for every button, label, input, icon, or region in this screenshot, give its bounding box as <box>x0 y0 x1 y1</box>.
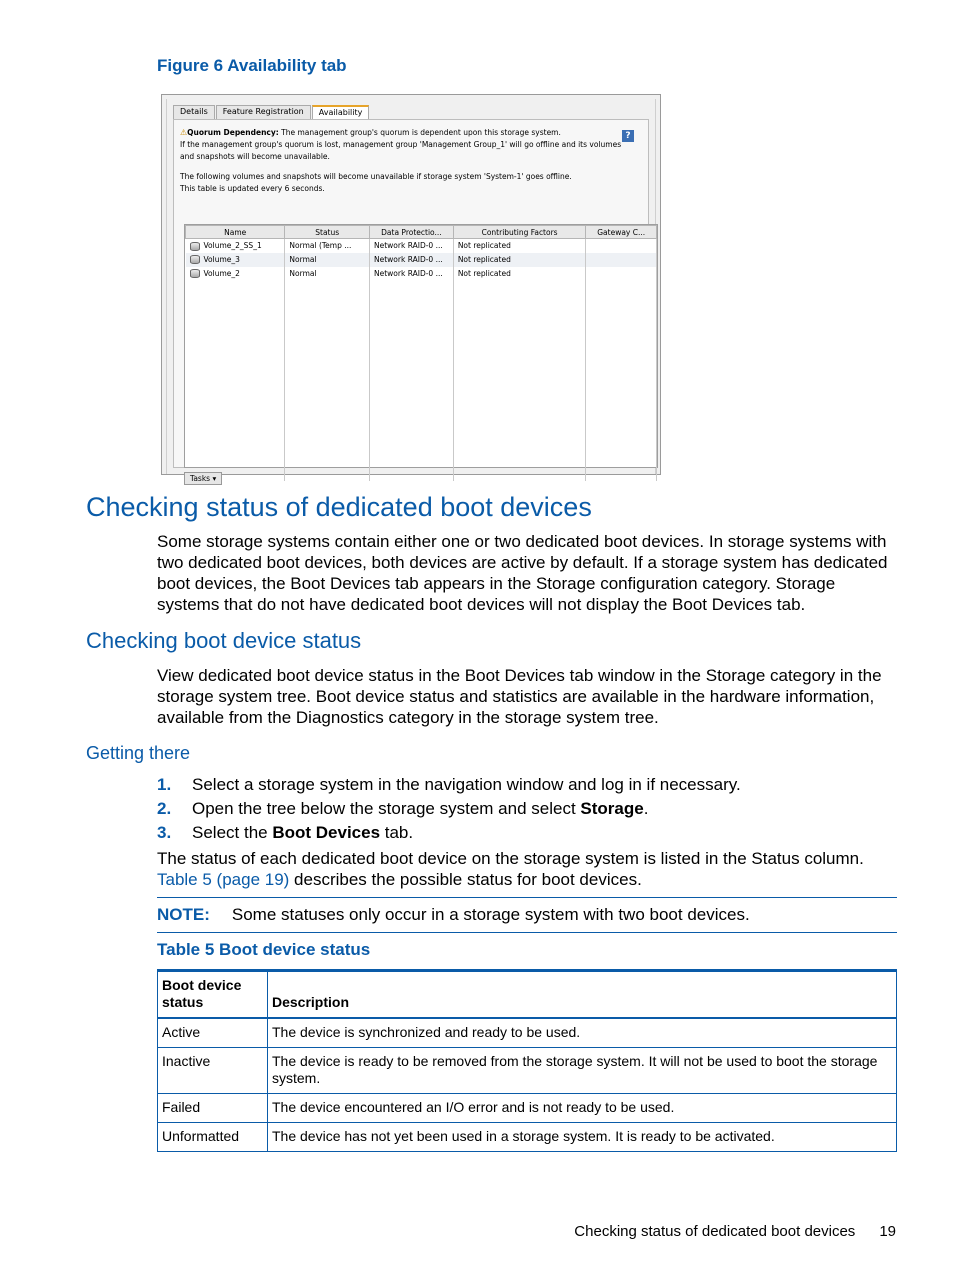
column-header-data-protection[interactable]: Data Protectio... <box>370 226 454 239</box>
volume-gateway <box>586 267 657 281</box>
update-interval-info: This table is updated every 6 seconds. <box>180 184 325 193</box>
status-cell: Active <box>158 1018 268 1048</box>
warning-label: Quorum Dependency: <box>187 128 279 137</box>
status-description <box>157 848 899 890</box>
note-box <box>157 897 897 933</box>
step-number: 1. <box>157 775 172 794</box>
description-cell: The device encountered an I/O error and is not ready to be used. <box>268 1094 897 1123</box>
status-cell: Unformatted <box>158 1123 268 1152</box>
status-cell: Inactive <box>158 1048 268 1094</box>
step-number: 3. <box>157 823 172 842</box>
column-header-name[interactable]: Name <box>186 226 285 239</box>
warning-icon: ⚠ <box>180 128 188 137</box>
volume-status: Normal (Temp ... <box>285 239 370 253</box>
table-row <box>158 1123 897 1152</box>
volume-gateway <box>586 239 657 253</box>
availability-tab-screenshot <box>161 94 661 483</box>
step-text: Open the tree below the storage system and select <box>192 799 581 818</box>
tab-bar <box>173 105 370 119</box>
volume-status: Normal <box>285 267 370 281</box>
table-row[interactable] <box>186 267 657 281</box>
volumes-table <box>184 224 658 468</box>
footer-section-title: Checking status of dedicated boot devices <box>574 1223 856 1240</box>
help-icon[interactable]: ? <box>622 130 634 142</box>
volume-icon <box>190 255 200 264</box>
warning-detail-line: and snapshots will become unavailable. <box>180 152 330 161</box>
snapshot-icon <box>190 242 200 251</box>
list-item <box>157 797 899 821</box>
volume-gateway <box>586 253 657 267</box>
subsection-title: Checking boot device status <box>86 628 362 653</box>
section-body: Some storage systems contain either one or two dedicated boot devices. In storage systems with two dedicated boot devices, both devices are active by default. If a storage system has dedicated boot devices, the Boot Devices tab appears in the Storage configuration category. Storage systems that do not have dedicated boot devices will not display the Boot Devices tab. <box>157 532 888 614</box>
volume-status: Normal <box>285 253 370 267</box>
status-cell: Failed <box>158 1094 268 1123</box>
description-cell: The device is ready to be removed from the storage system. It will not be used to boot the storage system. <box>268 1048 897 1094</box>
procedure-title: Getting there <box>86 743 191 763</box>
volume-name: Volume_3 <box>203 254 240 264</box>
list-item <box>157 821 899 845</box>
quorum-warning <box>180 127 561 139</box>
section-title: Checking status of dedicated boot devices <box>86 492 592 522</box>
status-text-rest: describes the possible status for boot devices. <box>289 870 642 889</box>
volume-protection: Network RAID-0 ... <box>370 239 454 253</box>
page-number: 19 <box>879 1223 896 1240</box>
column-header-gateway[interactable]: Gateway C... <box>586 226 657 239</box>
volume-factors: Not replicated <box>453 267 586 281</box>
table-row <box>158 1018 897 1048</box>
table-caption: Table 5 Boot device status <box>157 940 371 959</box>
step-text: . <box>643 799 649 818</box>
volume-name: Volume_2_SS_1 <box>203 241 262 250</box>
status-text: The status of each dedicated boot device on the storage system is listed in the Status column. <box>157 849 864 868</box>
warning-detail-line: If the management group's quorum is lost, management group 'Management Group_1' will go offline and its volumes <box>180 140 622 149</box>
list-item <box>157 773 899 797</box>
table-link[interactable]: Table 5 (page 19) <box>157 870 290 889</box>
step-text: Select the <box>192 823 273 842</box>
note-text: Some statuses only occur in a storage system with two boot devices. <box>231 905 750 924</box>
volume-protection: Network RAID-0 ... <box>370 267 454 281</box>
tab-availability[interactable]: Availability <box>312 105 370 119</box>
table-row <box>158 1094 897 1123</box>
column-header-contributing-factors[interactable]: Contributing Factors <box>453 226 586 239</box>
tasks-button[interactable]: Tasks ▾ <box>184 472 222 485</box>
column-header-description: Description <box>268 971 897 1019</box>
step-bold: Boot Devices <box>272 823 381 842</box>
volume-factors: Not replicated <box>453 253 586 267</box>
step-text: tab. <box>380 823 414 842</box>
warning-text: The management group's quorum is dependent upon this storage system. <box>278 128 561 137</box>
step-bold: Storage <box>580 799 644 818</box>
volume-icon <box>190 269 200 278</box>
unavailable-info: The following volumes and snapshots will become unavailable if storage system 'System-1' goes offline. <box>180 172 572 181</box>
figure-caption: Figure 6 Availability tab <box>157 56 347 75</box>
description-cell: The device is synchronized and ready to be used. <box>268 1018 897 1048</box>
column-header-status[interactable]: Status <box>285 226 370 239</box>
column-header-status: Boot device status <box>158 971 268 1019</box>
volume-protection: Network RAID-0 ... <box>370 253 454 267</box>
page-footer <box>574 1223 896 1240</box>
availability-panel <box>173 119 649 483</box>
table-row[interactable] <box>186 239 657 253</box>
boot-device-status-table <box>157 969 897 1152</box>
steps-list <box>157 773 899 845</box>
description-cell: The device has not yet been used in a storage system. It is ready to be activated. <box>268 1123 897 1152</box>
tab-details[interactable]: Details <box>173 105 215 119</box>
step-number: 2. <box>157 799 172 818</box>
subsection-body: View dedicated boot device status in the Boot Devices tab window in the Storage category in the storage system tree. Boot device status and statistics are available in the hardware information, available from the Diagnostics category in the storage system tree. <box>157 666 882 727</box>
note-label: NOTE: <box>157 905 210 924</box>
step-text: Select a storage system in the navigation window and log in if necessary. <box>192 775 741 794</box>
volume-factors: Not replicated <box>453 239 586 253</box>
table-row[interactable] <box>186 253 657 267</box>
table-row <box>158 1048 897 1094</box>
volume-name: Volume_2 <box>203 268 240 278</box>
tab-feature-registration[interactable]: Feature Registration <box>216 105 311 119</box>
